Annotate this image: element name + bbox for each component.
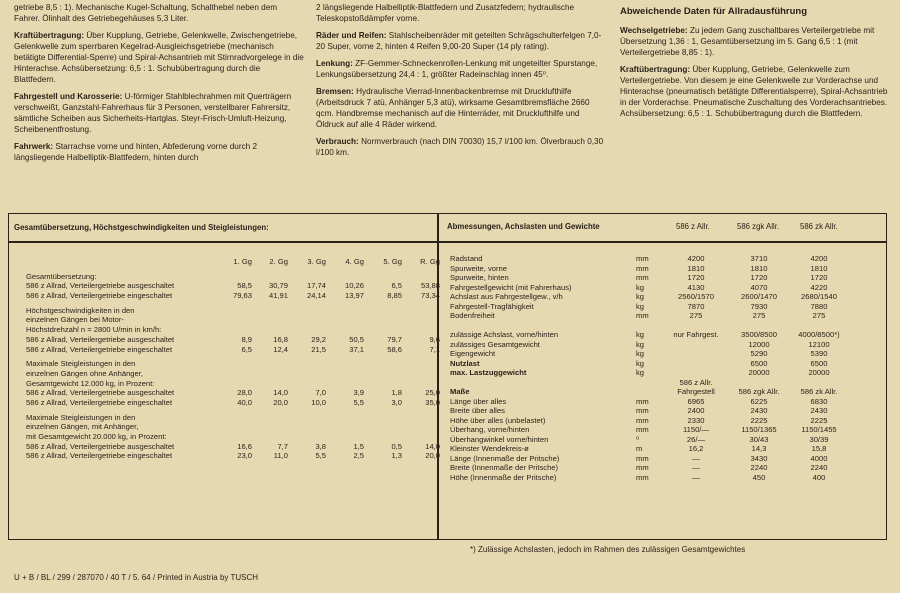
cell-value: 30/39 xyxy=(809,434,829,444)
cell-value: 20,0 xyxy=(425,451,440,461)
row-label: 586 z Allrad, Verteilergetriebe ausgeschaltet xyxy=(26,388,175,398)
row-label: Maximale Steigleistungen in den xyxy=(26,412,136,422)
column-header: 586 zgk Allr. xyxy=(737,222,780,231)
cell-value: 7,0 xyxy=(315,388,326,398)
cell-value: 400 xyxy=(812,472,826,482)
cell-value: 6,5 xyxy=(391,281,402,291)
cell-value: 1720 xyxy=(687,273,705,282)
cell-value: 3710 xyxy=(750,254,768,263)
row-unit: mm xyxy=(636,273,649,282)
paragraph-label: Räder und Reifen: xyxy=(316,31,387,40)
row-label: 586 z Allrad, Verteilergetriebe eingeschaltet xyxy=(26,397,173,407)
cell-value: 53,88 xyxy=(420,281,440,291)
row-label: Überhang, vorne/hinten xyxy=(450,425,530,434)
row-label: Höhe (Innenmaße der Pritsche) xyxy=(450,472,557,482)
print-imprint: U + B / BL / 299 / 287070 / 40 T / 5. 64 / Printed in Austria by TUSCH xyxy=(14,573,259,582)
paragraph-text: Über Kupplung, Getriebe, Gelenkwelle zum Verteilergetriebe. Von diesem je eine Gelenkwelle zur Vorderachse und Hinterachse (pneumatisch betätigte Differentialsperre), Spiral-Achsantrieb in der Vorderachse. Pneumatische Zuschaltung des Vorderachsantriebes. Achsübersetzung: 6,5 : 1. Schubübertragung durch die Blattfedern. xyxy=(620,65,888,118)
row-label: 586 z Allrad, Verteilergetriebe eingeschaltet xyxy=(26,291,173,301)
paragraph-label: Kraftübertragung: xyxy=(14,31,85,40)
cell-value: 0,5 xyxy=(391,441,402,451)
paragraph-label: Lenkung: xyxy=(316,59,353,68)
cell-value: 2600/1470 xyxy=(741,292,777,301)
table-row xyxy=(450,302,880,312)
row-unit: ⁰ xyxy=(636,434,640,444)
row-label: Spurweite, vorne xyxy=(450,263,507,273)
row-label: 586 z Allrad, Verteilergetriebe eingeschaltet xyxy=(26,451,173,461)
cell-value: 37,1 xyxy=(349,344,364,354)
paragraph xyxy=(316,58,606,80)
paragraph-label: Fahrwerk: xyxy=(14,142,54,151)
row-unit: kg xyxy=(636,349,645,358)
table-row xyxy=(450,349,880,359)
row-unit: mm xyxy=(636,453,649,463)
table-row xyxy=(26,388,440,398)
cell-value: 21,5 xyxy=(311,344,326,354)
cell-value: 5,5 xyxy=(315,451,326,461)
cell-value: 1,3 xyxy=(391,451,402,461)
cell-value: 275 xyxy=(812,311,826,320)
cell-value: 20000 xyxy=(748,368,770,377)
cell-value: 35,0 xyxy=(425,397,440,407)
cell-value: — xyxy=(692,463,700,472)
paragraph xyxy=(14,91,304,135)
cell-value: 2680/1540 xyxy=(801,292,837,301)
row-label: Breite (Innenmaße der Pritsche) xyxy=(450,463,559,472)
cell-value: 12000 xyxy=(748,339,770,349)
row-unit: mm xyxy=(636,311,649,320)
cell-value: 1,5 xyxy=(353,441,364,451)
table-row xyxy=(450,254,880,264)
cell-value: 6500 xyxy=(750,358,768,368)
row-unit: mm xyxy=(636,406,649,415)
table-row xyxy=(26,432,436,442)
paragraph-text: Hydraulische Vierrad-Innenbackenbremse mit Drucklufthilfe (Arbeitsdruck 7 atü, Anhänger 5,3 atü), wirksame Gesamtbremsfläche 2660 qcm. Handbremse mechanisch auf die Hinterräder, mit Drucklufthilfe und Öldruck auf alle 4 Räder wirkend. xyxy=(316,87,590,129)
cell-value: 14,3 xyxy=(751,444,767,453)
table-row xyxy=(26,315,436,325)
gear-header: 3. Gg xyxy=(307,257,326,266)
row-label: Gesamtübersetzung: xyxy=(26,271,97,281)
cell-value: 7880 xyxy=(810,301,828,311)
cell-value: 12100 xyxy=(808,339,830,349)
table-row xyxy=(26,291,440,301)
cell-value: 23,0 xyxy=(237,451,252,461)
paragraph-text: Starrachse vorne und hinten, Abfederung vorne durch 2 längsliegende Halbelliptik-Blattfedern, hinten durch xyxy=(14,142,258,162)
cell-value: 6,5 xyxy=(241,344,252,354)
table-row xyxy=(450,292,880,302)
paragraph-label: Wechselgetriebe: xyxy=(620,26,688,35)
cell-value: 4000 xyxy=(810,453,828,463)
row-unit: kg xyxy=(636,358,645,368)
paragraph xyxy=(14,30,304,85)
paragraph-label: Fahrgestell und Karosserie: xyxy=(14,92,123,101)
cell-value: 1,8 xyxy=(391,388,402,398)
row-label: zulässiges Gesamtgewicht xyxy=(450,339,540,349)
cell-value: 29,2 xyxy=(311,334,326,344)
cell-value: 2,5 xyxy=(353,451,364,461)
gear-header-row xyxy=(26,257,440,267)
cell-value: — xyxy=(692,453,700,463)
table-row xyxy=(450,321,880,331)
cell-value: 1810 xyxy=(687,263,705,273)
cell-value: 7870 xyxy=(687,301,705,311)
table-row xyxy=(450,406,880,416)
cell-value: 275 xyxy=(752,311,766,320)
table-row xyxy=(26,272,436,282)
cell-value: 586 zgk Allr. xyxy=(738,387,780,396)
row-label: max. Lastzuggewicht xyxy=(450,368,527,377)
gear-ratio-table xyxy=(26,257,440,461)
row-unit: mm xyxy=(636,463,649,472)
cell-value: 4220 xyxy=(810,282,828,292)
cell-value: 73,34 xyxy=(420,291,440,301)
table-row xyxy=(450,311,880,321)
row-label: Höchstdrehzahl n = 2800 U/min in km/h: xyxy=(26,325,162,335)
row-label: einzelnen Gängen, mit Anhänger, xyxy=(26,422,139,432)
cell-value: 58,5 xyxy=(237,281,252,291)
cell-value: 3,0 xyxy=(391,397,402,407)
cell-value: 14,0 xyxy=(425,441,440,451)
paragraph xyxy=(14,141,304,163)
table-row xyxy=(450,435,880,445)
paragraph xyxy=(14,2,304,24)
cell-value: 586 zk Allr. xyxy=(800,387,838,396)
row-label: 586 z Allrad, Verteilergetriebe ausgeschaltet xyxy=(26,441,175,451)
gear-header: 5. Gg xyxy=(383,257,402,266)
paragraph-label: Kraftübertragung: xyxy=(620,65,691,74)
cell-value: 16,6 xyxy=(237,441,252,451)
cell-value: 5290 xyxy=(750,349,768,358)
cell-value: 12,4 xyxy=(273,344,288,354)
paragraph-label: Bremsen: xyxy=(316,87,354,96)
footnote: *) Zulässige Achslasten, jedoch im Rahmen des zulässigen Gesamtgewichtes xyxy=(470,545,746,554)
cell-value: 4000/8500*) xyxy=(798,330,840,339)
right-table-title: Abmessungen, Achslasten und Gewichte xyxy=(447,222,600,231)
row-label: Maße xyxy=(450,387,470,396)
paragraph-label: Verbrauch: xyxy=(316,137,359,146)
table-row xyxy=(450,444,880,454)
paragraph xyxy=(316,86,606,130)
paragraph-text: Über Kupplung, Getriebe, Gelenkwelle, Zwischengetriebe, Gelenkwelle zum sperrbaren Kegelrad-Ausgleichsgetriebe (mechanisch betätigte Differential-Sperre) und Spiral-Achsantrieb mit Stirnradvorgelege in die Hinterachse. Achsübersetzung: 6,5 : 1. Schubübertragung durch die Blattfedern. xyxy=(14,31,304,84)
cell-value: 275 xyxy=(689,311,703,320)
row-unit: kg xyxy=(636,292,645,301)
cell-value: 2400 xyxy=(687,406,705,415)
cell-value: 30,79 xyxy=(268,281,288,291)
cell-value: 5390 xyxy=(810,349,828,358)
table-row xyxy=(450,387,880,397)
cell-value: 6830 xyxy=(810,396,828,406)
row-unit: kg xyxy=(636,368,645,377)
paragraph-text: Normverbrauch (nach DIN 70030) 15,7 l/100 km. Ölverbrauch 0,30 l/100 km. xyxy=(316,137,604,157)
allrad-paragraphs xyxy=(620,25,892,119)
paragraph-text: U-förmiger Stahlblechrahmen mit Querträgern verschweißt, Ganzstahl-Fahrerhaus für 3 Personen, verstellbarer Fahrersitz, sämtliche Scheiben aus Sicherheits-Hartglas. Steyr-Frisch-Umluft-Heizung, Scheibenentfrostung. xyxy=(14,92,292,134)
table-row xyxy=(26,281,440,291)
cell-value: 28,0 xyxy=(237,388,252,398)
table-row xyxy=(450,359,880,369)
row-label: Fahrgestellgewicht (mit Fahrerhaus) xyxy=(450,282,572,292)
table-row xyxy=(450,397,880,407)
left-table-title: Gesamtübersetzung, Höchstgeschwindigkeiten und Steigleistungen: xyxy=(14,223,269,232)
row-label: 586 z Allrad, Verteilergetriebe ausgeschaltet xyxy=(26,334,175,344)
cell-value: 40,0 xyxy=(237,397,252,407)
row-label: Achslast aus Fahrgestellgew., v/h xyxy=(450,292,563,301)
cell-value: 450 xyxy=(752,472,766,482)
cell-value: 6965 xyxy=(687,396,705,406)
text-column-1 xyxy=(14,2,304,169)
paragraph-text: ZF-Gemmer-Schneckenrollen-Lenkung mit ungeteilter Spurstange, Lenkungsübersetzung 24,4 : 1, größter Radeinschlag innen 45⁰. xyxy=(316,59,598,79)
cell-value: 30/43 xyxy=(749,434,769,444)
row-label: Breite über alles xyxy=(450,406,505,415)
cell-value: 20000 xyxy=(808,368,830,377)
row-label: Länge über alles xyxy=(450,396,507,406)
cell-value: 4200 xyxy=(810,254,828,263)
cell-value: 24,14 xyxy=(306,291,326,301)
cell-value: 79,7 xyxy=(387,334,402,344)
row-label: Bodenfreiheit xyxy=(450,311,495,320)
cell-value: 7,1 xyxy=(429,344,440,354)
cell-value: 9,6 xyxy=(429,334,440,344)
cell-value: 41,91 xyxy=(268,291,288,301)
paragraph xyxy=(316,136,606,158)
row-label: Eigengewicht xyxy=(450,349,496,358)
row-unit: kg xyxy=(636,330,645,339)
cell-value: 2430 xyxy=(810,406,828,415)
paragraph-text: 2 längsliegende Halbelliptik-Blattfedern und Zusatzfedern; hydraulische Teleskopstoßdämpfer vorne. xyxy=(316,3,575,23)
row-label: Kleinster Wendekreis-ø xyxy=(450,444,529,453)
cell-value: 3430 xyxy=(750,453,768,463)
cell-value: 14,0 xyxy=(273,388,288,398)
cell-value: nur Fahrgest. xyxy=(673,330,719,339)
cell-value: 79,63 xyxy=(232,291,252,301)
cell-value: 2560/1570 xyxy=(678,292,714,301)
cell-value: 3,8 xyxy=(315,441,326,451)
table-row xyxy=(450,473,880,483)
table-row xyxy=(26,451,440,461)
row-unit: mm xyxy=(636,472,649,482)
row-label: mit Gesamtgewicht 20.000 kg, in Prozent: xyxy=(26,432,167,441)
cell-value: 10,26 xyxy=(344,281,364,291)
cell-value: 58,6 xyxy=(387,344,402,354)
row-unit: mm xyxy=(636,263,649,273)
row-label: 586 z Allrad, Verteilergetriebe eingeschaltet xyxy=(26,344,173,354)
cell-value: 16,2 xyxy=(688,444,704,453)
table-row xyxy=(450,463,880,473)
cell-value: 8,9 xyxy=(241,334,252,344)
cell-value: 2330 xyxy=(687,415,705,425)
dimensions-table xyxy=(450,254,880,482)
cell-value: 10,0 xyxy=(311,397,326,407)
column-header: 586 z Allr. xyxy=(676,222,710,231)
cell-value: 4200 xyxy=(687,254,705,263)
table-row xyxy=(450,425,880,435)
table-row xyxy=(450,283,880,293)
cell-value: 1720 xyxy=(750,273,768,282)
paragraph xyxy=(620,64,892,119)
table-header-rule xyxy=(8,241,887,243)
row-label: Nutzlast xyxy=(450,358,480,368)
table-row xyxy=(450,340,880,350)
table-row xyxy=(26,369,436,379)
table-row xyxy=(26,306,436,316)
gear-header: 4. Gg xyxy=(345,257,364,266)
cell-value: 1720 xyxy=(810,273,828,282)
cell-value: 1810 xyxy=(750,263,768,273)
row-unit: mm xyxy=(636,396,649,406)
table-row xyxy=(450,416,880,426)
cell-value: 2240 xyxy=(810,463,828,472)
table-row xyxy=(26,334,440,345)
table-row xyxy=(450,264,880,274)
cell-value: — xyxy=(692,472,700,482)
text-column-3 xyxy=(620,2,892,125)
row-unit: kg xyxy=(636,301,645,311)
table-row xyxy=(26,422,436,432)
cell-value: 2225 xyxy=(750,415,768,425)
table-row xyxy=(26,397,440,408)
table-row xyxy=(450,330,880,340)
gear-header: 1. Gg xyxy=(233,257,252,266)
cell-value: 50,5 xyxy=(349,334,364,344)
row-label: Radstand xyxy=(450,254,483,263)
gear-header: 2. Gg xyxy=(269,257,288,266)
table-row xyxy=(26,344,440,355)
table-row xyxy=(26,379,436,389)
cell-value: Fahrgestell xyxy=(677,387,715,396)
table-row xyxy=(450,454,880,464)
cell-value: 16,8 xyxy=(273,334,288,344)
table-row xyxy=(26,413,436,423)
row-unit: mm xyxy=(636,415,649,425)
cell-value: 11,0 xyxy=(273,451,288,461)
paragraph-text: getriebe 8,5 : 1). Mechanische Kugel-Schaltung, Schalthebel neben dem Fahrer. Ölinhalt des Getriebegehäuses 5,3 Liter. xyxy=(14,3,278,23)
cell-value: 6225 xyxy=(750,396,768,406)
table-row xyxy=(26,359,436,369)
row-label: Länge (Innenmaße der Pritsche) xyxy=(450,453,560,463)
cell-value: 1150/1365 xyxy=(741,425,777,434)
gear-header: R. Gg xyxy=(420,257,440,266)
column-header: 586 zk Allr. xyxy=(800,222,838,231)
row-label: 586 z Allrad, Verteilergetriebe ausgeschaltet xyxy=(26,281,175,291)
row-label: Überhangwinkel vorne/hinten xyxy=(450,434,549,444)
table-row xyxy=(26,441,440,452)
cell-value: 1810 xyxy=(810,263,828,273)
cell-value: 2240 xyxy=(750,463,768,472)
cell-value: 26/— xyxy=(686,434,706,444)
table-row xyxy=(450,368,880,378)
cell-value: 2430 xyxy=(750,406,768,415)
cell-value: 2225 xyxy=(810,415,828,425)
table-row xyxy=(450,378,880,388)
row-label: Gesamtgewicht 12.000 kg, in Prozent: xyxy=(26,378,155,388)
row-label: Spurweite, hinten xyxy=(450,273,509,282)
allrad-heading: Abweichende Daten für Allradausführung xyxy=(620,6,808,17)
table-row xyxy=(450,273,880,283)
row-unit: m xyxy=(636,444,643,453)
row-unit: mm xyxy=(636,425,649,434)
cell-value: 7,7 xyxy=(277,441,288,451)
paragraph-text: Zu jedem Gang zuschaltbares Verteilergetriebe mit Übersetzung 1,36 : 1, Gesamtübersetzung im 5. Gang 6,5 : 1 (mit Verteilergetriebe 8,85 : 1). xyxy=(620,26,875,57)
cell-value: 3500/8500 xyxy=(741,330,777,339)
cell-value: 15,8 xyxy=(811,444,827,453)
cell-value: 6500 xyxy=(810,358,828,368)
cell-value: 1150/— xyxy=(682,425,710,434)
paragraph xyxy=(620,25,892,58)
paragraph xyxy=(316,30,606,52)
row-label: einzelnen Gängen ohne Anhänger, xyxy=(26,368,143,378)
cell-value: 20,0 xyxy=(273,397,288,407)
text-column-2 xyxy=(316,2,606,164)
cell-value: 1150/1455 xyxy=(801,425,837,434)
cell-value: 25,0 xyxy=(425,388,440,398)
row-unit: kg xyxy=(636,282,645,292)
cell-value: 3,9 xyxy=(353,388,364,398)
row-label: Höchstgeschwindigkeiten in den xyxy=(26,305,135,315)
row-unit: kg xyxy=(636,339,645,349)
paragraph-text: Stahlscheibenräder mit geteilten Schrägschulterfelgen 7,0-20 Super, vorne 2, hinten 4 Reifen 9,00-20 Super (14 ply rating). xyxy=(316,31,602,51)
cell-value: 13,97 xyxy=(344,291,364,301)
cell-value: 8,85 xyxy=(387,291,402,301)
row-label: Maximale Steigleistungen in den xyxy=(26,359,136,369)
cell-value: 4130 xyxy=(687,282,705,292)
row-label: einzelnen Gängen bei Motor- xyxy=(26,315,124,325)
cell-value: 17,74 xyxy=(306,281,326,291)
row-label: Höhe über alles (unbelastet) xyxy=(450,415,546,425)
row-unit: mm xyxy=(636,254,649,263)
cell-value: 7930 xyxy=(750,301,768,311)
paragraph xyxy=(316,2,606,24)
table-row xyxy=(26,325,436,335)
cell-value: 4070 xyxy=(750,282,768,292)
row-label: zulässige Achslast, vorne/hinten xyxy=(450,330,559,339)
cell-value: 586 z Allr. xyxy=(679,377,713,387)
cell-value: 5,5 xyxy=(353,397,364,407)
row-label: Fahrgestell-Tragfähigkeit xyxy=(450,301,534,311)
